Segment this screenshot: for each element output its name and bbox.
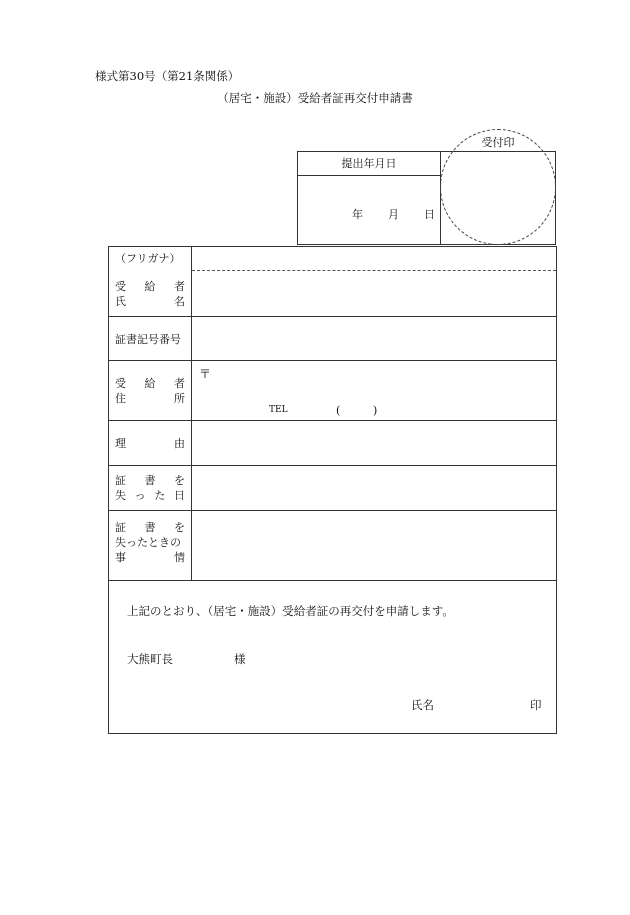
column-divider [191, 247, 192, 581]
applicant-name-label: 氏名 [411, 698, 434, 712]
recipient-address-label [115, 376, 185, 406]
seal-mark: 印 [530, 698, 542, 712]
form-number: 様式第30号（第21条関係） [95, 69, 240, 83]
tel-paren-close: ) [373, 404, 378, 417]
row-divider [109, 510, 556, 511]
row-divider [109, 420, 556, 421]
row-divider [109, 360, 556, 361]
furigana-divider [192, 270, 556, 271]
label-char: 名 [174, 295, 185, 308]
label-char: 証 [115, 474, 126, 487]
tel-label: TEL [269, 405, 288, 415]
label-char: っ [134, 489, 146, 502]
label-char: 理 [115, 437, 126, 450]
label-char: 氏 [115, 295, 126, 308]
label-line: 失ったときの [115, 536, 181, 549]
label-char: 受 [115, 377, 126, 390]
declaration-text: 上記のとおり、（居宅・施設）受給者証の再交付を申請します。 [127, 604, 454, 618]
furigana-label: （フリガナ） [115, 252, 181, 265]
label-char: 由 [174, 437, 185, 450]
lost-circumstances-label [115, 520, 185, 565]
label-char: 所 [174, 392, 185, 405]
submission-date-header: 提出年月日 [298, 152, 441, 176]
row-divider [109, 465, 556, 466]
row-divider [109, 316, 556, 317]
reception-stamp-label: 受付印 [481, 136, 515, 149]
label-char: 事 [115, 551, 126, 564]
row-divider [109, 580, 556, 581]
label-char: 者 [174, 280, 185, 293]
label-char: 証 [115, 521, 126, 534]
addressee: 大熊町長 [127, 652, 173, 666]
certificate-number-label: 証書記号番号 [115, 333, 181, 346]
label-char: を [174, 521, 185, 534]
recipient-name-label [115, 279, 185, 309]
addressee-suffix: 様 [234, 652, 246, 666]
label-char: 失 [115, 489, 126, 502]
label-char: た [154, 489, 166, 502]
label-char: 給 [144, 377, 156, 390]
label-char: 書 [144, 521, 156, 534]
year-label: 年 [352, 208, 363, 221]
reason-label [115, 436, 185, 451]
month-label: 月 [388, 208, 399, 221]
tel-paren-open: ( [336, 404, 341, 417]
postal-code-mark: 〒 [199, 367, 212, 381]
label-char: 日 [173, 489, 185, 502]
label-char: 者 [174, 377, 185, 390]
application-table [108, 246, 557, 734]
label-char: 書 [144, 474, 156, 487]
form-title: （居宅・施設）受給者証再交付申請書 [217, 91, 413, 105]
lost-date-label [115, 473, 185, 503]
label-char: 住 [115, 392, 126, 405]
day-label: 日 [424, 208, 435, 221]
label-char: 給 [144, 280, 156, 293]
label-char: を [174, 474, 185, 487]
label-char: 受 [115, 280, 126, 293]
label-char: 情 [174, 551, 185, 564]
